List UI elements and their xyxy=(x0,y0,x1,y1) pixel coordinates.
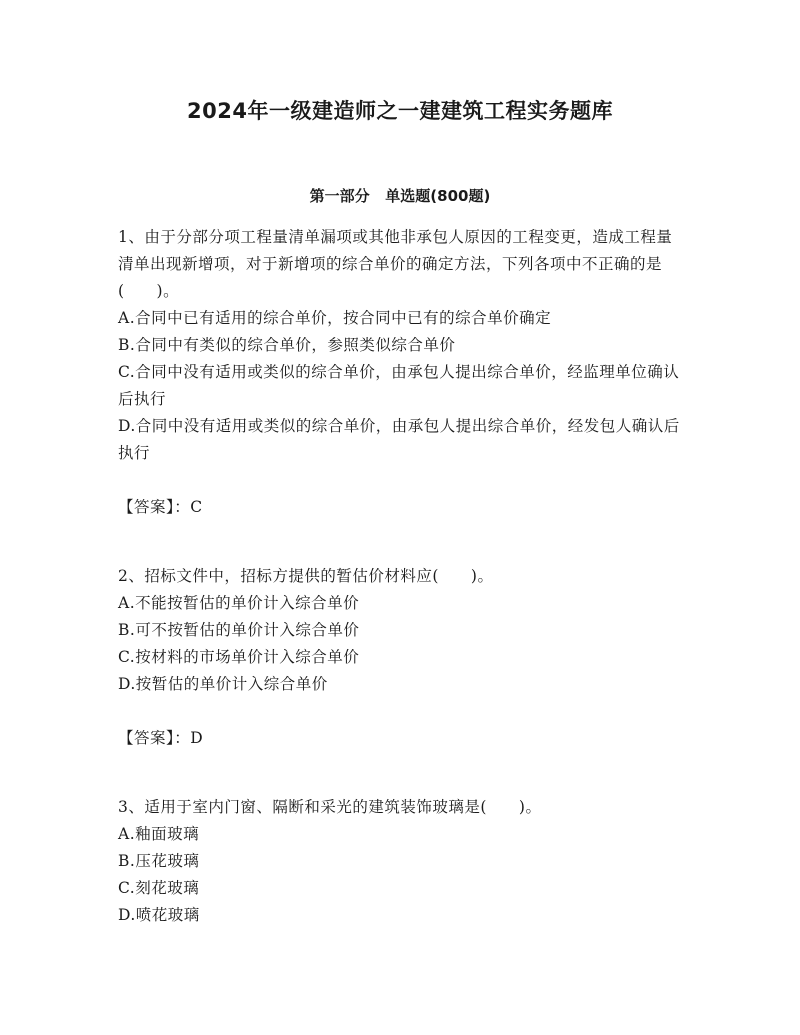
answer: 【答案】：D xyxy=(118,729,204,747)
question-1 xyxy=(118,224,688,521)
option-c: C.按材料的市场单价计入综合单价 xyxy=(118,648,360,666)
option-c: C.刻花玻璃 xyxy=(118,879,200,897)
option-d: D.喷花玻璃 xyxy=(118,906,200,924)
option-d: D.合同中没有适用或类似的综合单价，由承包人提出综合单价，经发包人确认后执行 xyxy=(118,417,680,462)
question-stem: 3、适用于室内门窗、隔断和采光的建筑装饰玻璃是( )。 xyxy=(118,798,542,816)
answer: 【答案】：C xyxy=(118,498,203,516)
document-title: 2024年一级建造师之一建建筑工程实务题库 xyxy=(187,99,613,123)
option-c: C.合同中没有适用或类似的综合单价，由承包人提出综合单价，经监理单位确认后执行 xyxy=(118,363,680,408)
option-b: B.可不按暂估的单价计入综合单价 xyxy=(118,621,360,639)
option-b: B.压花玻璃 xyxy=(118,852,200,870)
option-b: B.合同中有类似的综合单价，参照类似综合单价 xyxy=(118,336,456,354)
option-d: D.按暂估的单价计入综合单价 xyxy=(118,675,328,693)
question-stem: 2、招标文件中，招标方提供的暂估价材料应( )。 xyxy=(118,567,494,585)
section-title: 第一部分 单选题(800题) xyxy=(309,187,491,205)
question-stem: 1、由于分部分项工程量清单漏项或其他非承包人原因的工程变更，造成工程量清单出现新增项，对于新增项的综合单价的确定方法，下列各项中不正确的是( )。 xyxy=(118,228,673,300)
question-2 xyxy=(118,563,688,752)
option-a: A.合同中已有适用的综合单价，按合同中已有的综合单价确定 xyxy=(118,309,552,327)
option-a: A.釉面玻璃 xyxy=(118,825,200,843)
question-3 xyxy=(118,794,688,929)
question-list xyxy=(118,224,688,929)
option-a: A.不能按暂估的单价计入综合单价 xyxy=(118,594,360,612)
